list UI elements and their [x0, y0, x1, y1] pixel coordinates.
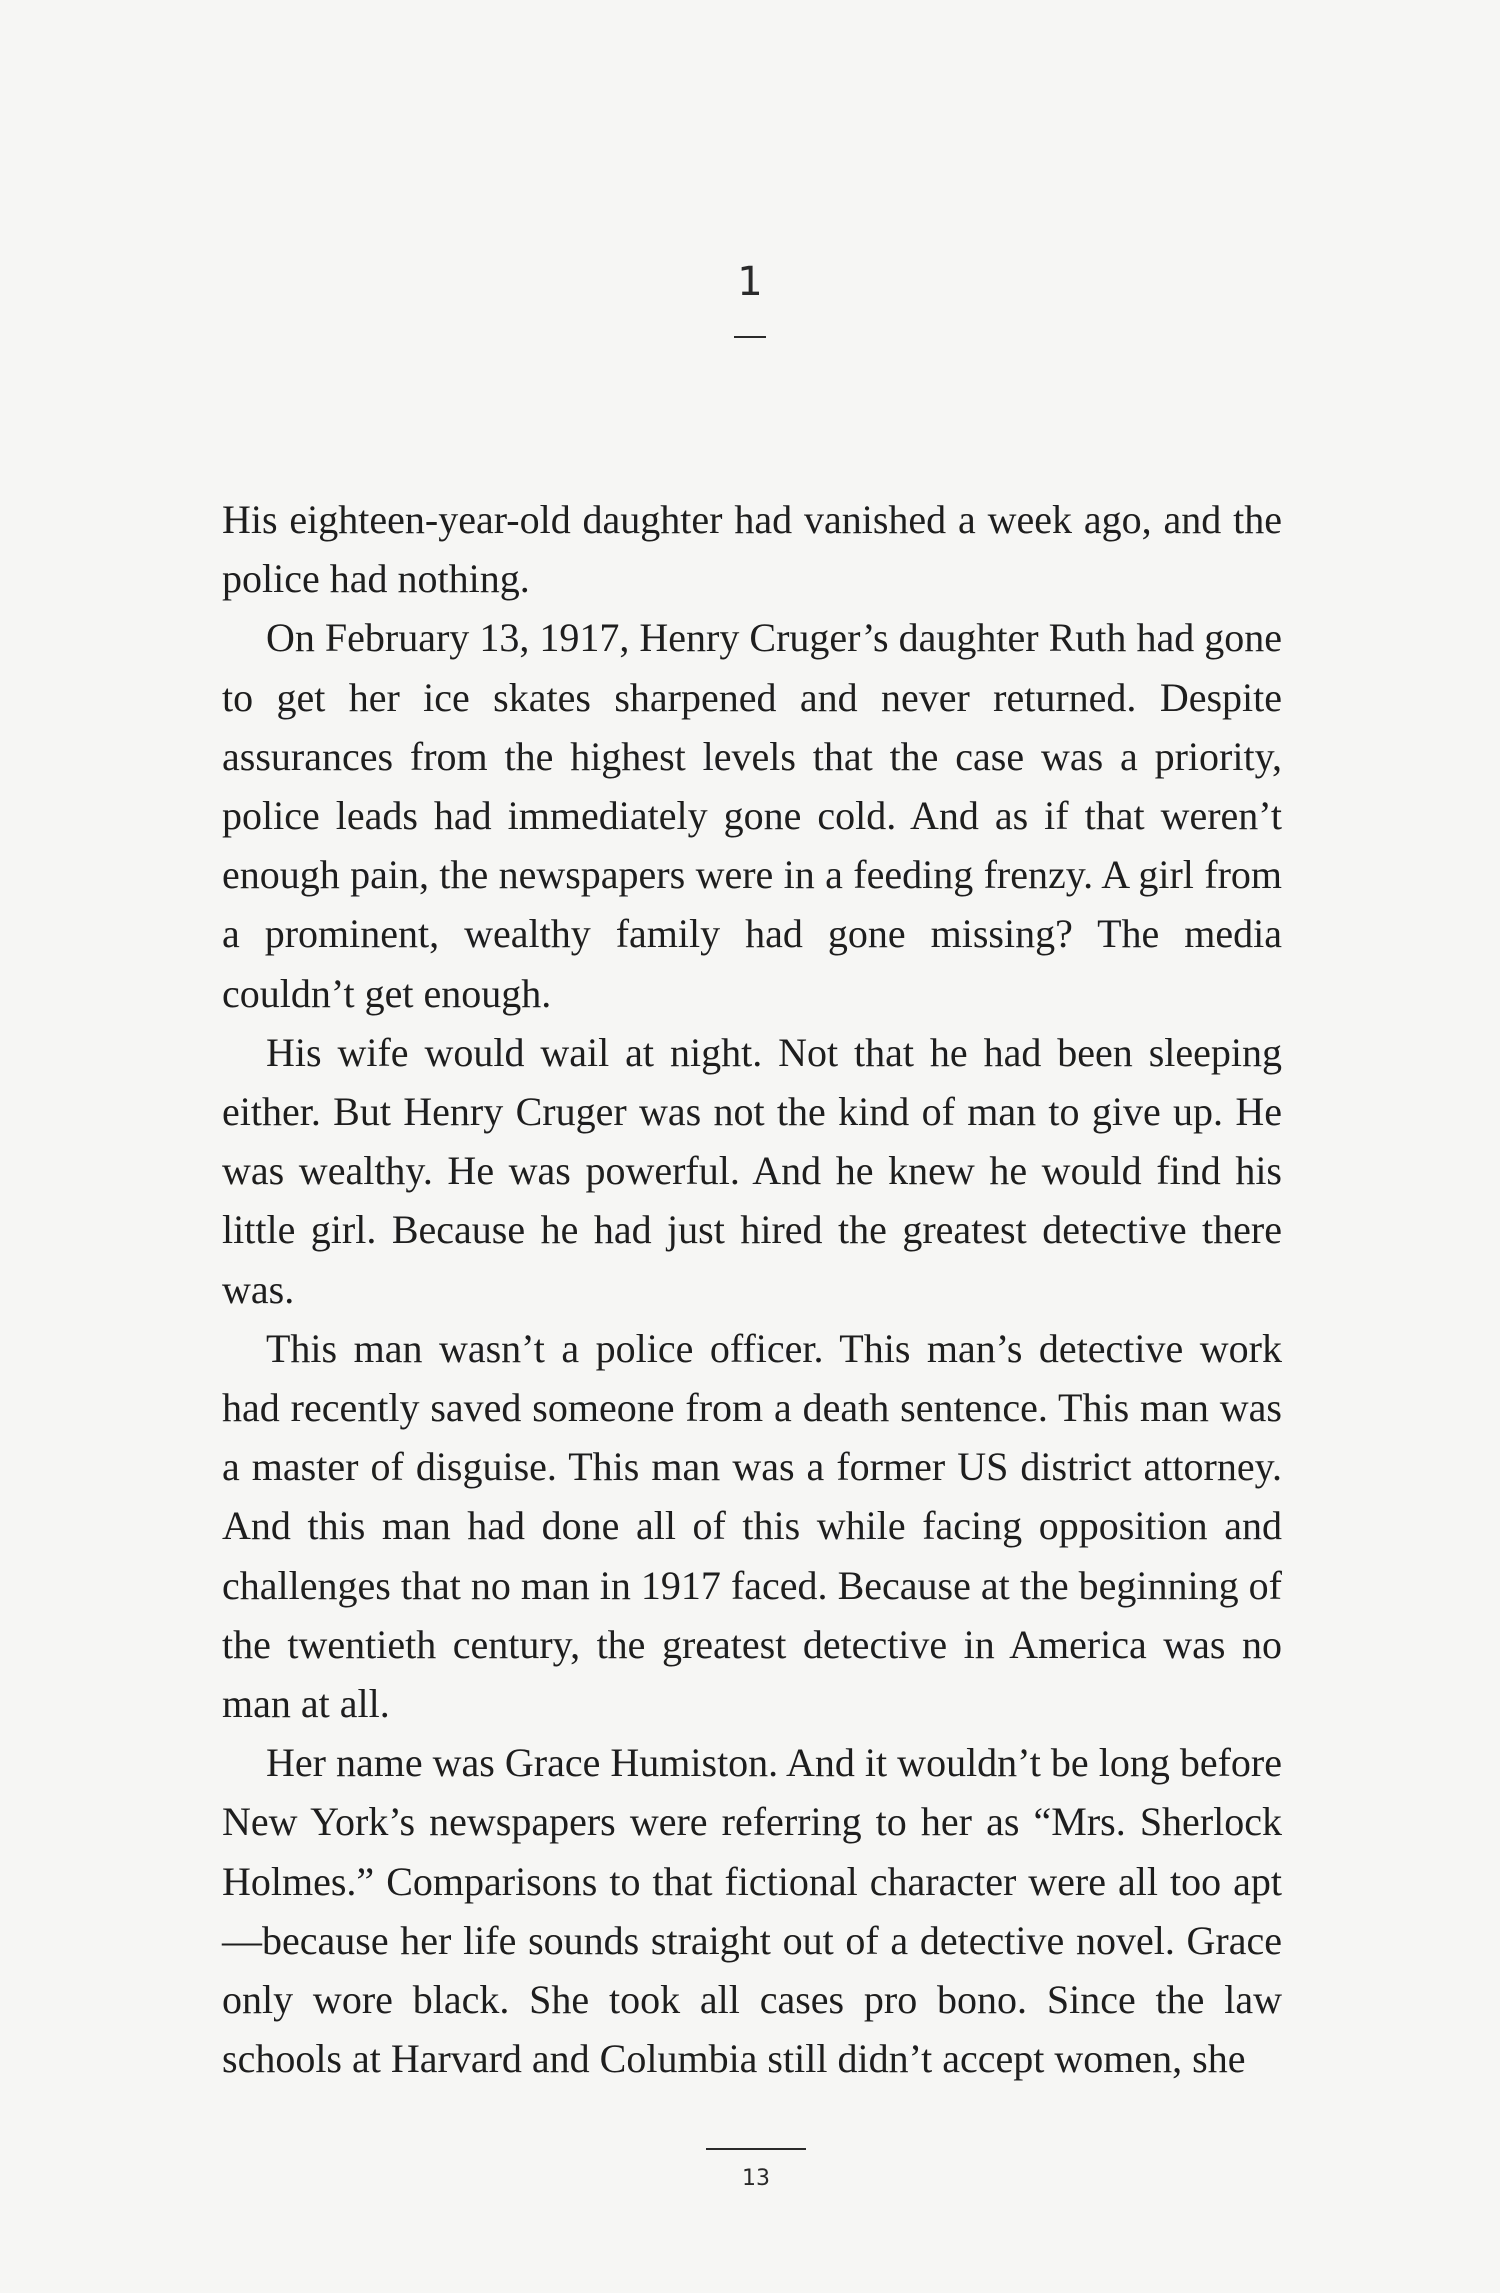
paragraph-2: On February 13, 1917, Henry Cruger’s daughter Ruth had gone to get her ice skates sharpened and never returned. Despite assurances from the highest levels that the case was a priority, police leads had immediately gone cold. And as if that weren’t enough pain, the newspapers were in a feeding frenzy. A girl from a prominent, wealthy family had gone missing? The media couldn’t get enough.	[222, 615, 1282, 1016]
chapter-number: 1	[737, 259, 763, 305]
body-text	[222, 490, 1282, 2088]
footer-rule	[706, 2148, 806, 2150]
chapter-underline	[734, 336, 766, 338]
paragraph-4: This man wasn’t a police officer. This man’s detective work had recently saved someone from a death sentence. This man was a master of disguise. This man was a former US district attorney. And this man had done all of this while facing opposition and challenges that no man in 1917 faced. Because at the beginning of the twentieth century, the greatest detective in America was no man at all.	[222, 1325, 1282, 1727]
paragraph-3: His wife would wail at night. Not that he had been sleeping either. But Henry Cruger was not the kind of man to give up. He was wealthy. He was powerful. And he knew he would find his little girl. Because he had just hired the greatest detective there was.	[222, 1029, 1282, 1312]
paragraph-1: His eighteen-year-old daughter had vanished a week ago, and the police had nothing.	[222, 497, 1282, 602]
page-number: 13	[742, 2166, 770, 2191]
paragraph-5: Her name was Grace Humiston. And it wouldn’t be long before New York’s newspapers were referring to her as “Mrs. Sherlock Holmes.” Comparisons to that fictional character were all too apt—because her life sounds straight out of a detective novel. Grace only wore black. She took all cases pro bono. Since the law schools at Harvard and Columbia still didn’t accept women, she	[222, 1740, 1282, 2082]
